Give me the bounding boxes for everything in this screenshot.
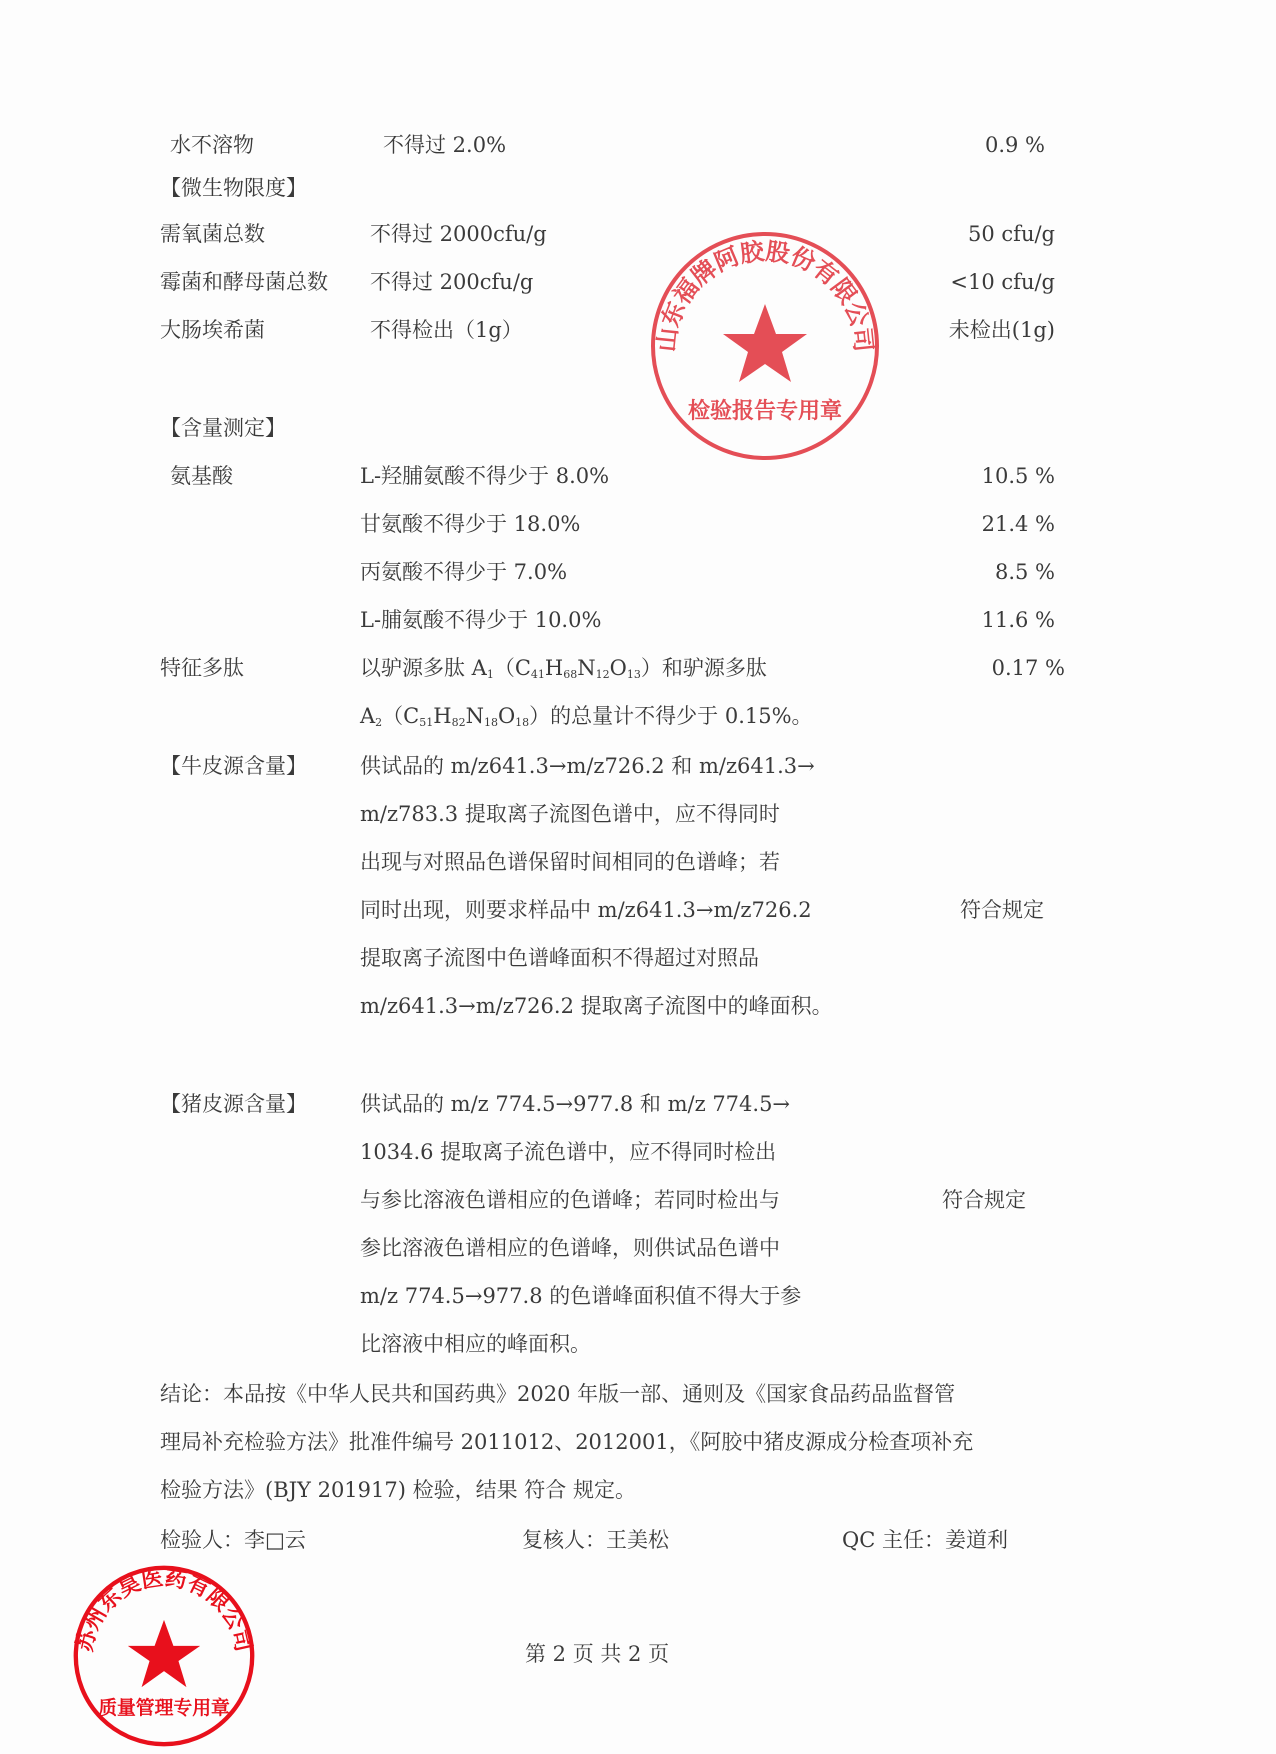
item-result: 50 cfu/g — [968, 222, 1055, 246]
item-label: 需氧菌总数 — [160, 222, 265, 246]
spec-line: 提取离子流图中色谱峰面积不得超过对照品 — [360, 946, 759, 970]
spec-line: 供试品的 m/z641.3→m/z726.2 和 m/z641.3→ — [360, 754, 815, 778]
item-label: 大肠埃希菌 — [160, 318, 265, 342]
spec-line: 参比溶液色谱相应的色谱峰，则供试品色谱中 — [360, 1236, 780, 1260]
item-spec: 不得过 2.0% — [383, 133, 507, 157]
item-result: 10.5 % — [981, 464, 1055, 488]
item-label: 氨基酸 — [170, 464, 233, 488]
conclusion-line: 检验方法》(BJY 201917) 检验，结果 符合 规定。 — [160, 1478, 636, 1502]
svg-text:检验报告专用章: 检验报告专用章 — [687, 399, 843, 424]
item-result: 0.9 % — [984, 133, 1045, 157]
section-header: 【猪皮源含量】 — [160, 1092, 307, 1116]
item-spec: 不得过 2000cfu/g — [370, 222, 547, 246]
item-label: 水不溶物 — [170, 133, 254, 157]
item-result: 符合规定 — [942, 1188, 1026, 1212]
spec-line: 1034.6 提取离子流色谱中，应不得同时检出 — [360, 1140, 777, 1164]
spec-line: 比溶液中相应的峰面积。 — [360, 1332, 591, 1356]
qc-signature: QC 主任：姜道利 — [842, 1528, 1008, 1552]
item-result: 21.4 % — [981, 512, 1055, 536]
spec-line: 与参比溶液色谱相应的色谱峰；若同时检出与 — [360, 1188, 780, 1212]
spec-line: 出现与对照品色谱保留时间相同的色谱峰；若 — [360, 850, 780, 874]
item-result: 11.6 % — [981, 608, 1055, 632]
reviewer-signature: 复核人：王美松 — [522, 1528, 669, 1552]
item-spec: L-脯氨酸不得少于 10.0% — [360, 608, 602, 632]
section-header: 【微生物限度】 — [160, 176, 307, 200]
item-result: 0.17 % — [991, 656, 1065, 680]
svg-text:苏州东昊医药有限公司: 苏州东昊医药有限公司 — [72, 1565, 256, 1655]
inspector-signature: 检验人：李□云 — [160, 1528, 306, 1552]
item-label: 特征多肽 — [160, 656, 244, 680]
peptide-spec-line2: $A_2(C_{51}H_{82}N_{18}O_{18})$的总量计不得少于 0.15%。 — [360, 704, 813, 729]
item-result: 8.5 % — [994, 560, 1055, 584]
item-result: <10 cfu/g — [950, 270, 1055, 294]
company-seal-quality — [70, 1562, 258, 1750]
spec-line: m/z 774.5→977.8 的色谱峰面积值不得大于参 — [360, 1284, 802, 1308]
item-spec: 丙氨酸不得少于 7.0% — [360, 560, 568, 584]
spec-line: 供试品的 m/z 774.5→977.8 和 m/z 774.5→ — [360, 1092, 791, 1116]
conclusion-line: 理局补充检验方法》批准件编号 2011012、2012001，《阿胶中猪皮源成分检查项补充 — [160, 1430, 974, 1454]
spec-line: m/z641.3→m/z726.2 提取离子流图中的峰面积。 — [360, 994, 833, 1018]
section-header: 【含量测定】 — [160, 416, 286, 440]
spec-line: 同时出现，则要求样品中 m/z641.3→m/z726.2 — [360, 898, 812, 922]
item-spec: 不得过 200cfu/g — [370, 270, 534, 294]
item-spec: 甘氨酸不得少于 18.0% — [360, 512, 581, 536]
item-spec: L-羟脯氨酸不得少于 8.0% — [360, 464, 610, 488]
spec-line: m/z783.3 提取离子流图色谱中，应不得同时 — [360, 802, 780, 826]
svg-text:质量管理专用章: 质量管理专用章 — [98, 1697, 230, 1719]
item-result: 符合规定 — [960, 898, 1044, 922]
peptide-spec-line1: 以驴源多肽 $A_1(C_{41}H_{68}N_{12}O_{13})$和驴源多肽 — [360, 656, 767, 681]
item-spec: 不得检出（1g） — [370, 318, 523, 342]
page-number: 第 2 页 共 2 页 — [525, 1642, 670, 1666]
svg-text:山东福牌阿胶股份有限公司: 山东福牌阿胶股份有限公司 — [652, 237, 878, 354]
company-seal-inspection — [645, 226, 885, 466]
item-result: 未检出(1g) — [948, 318, 1055, 342]
conclusion-line: 结论：本品按《中华人民共和国药典》2020 年版一部、通则及《国家食品药品监督管 — [160, 1382, 956, 1406]
item-label: 霉菌和酵母菌总数 — [160, 270, 328, 294]
section-header: 【牛皮源含量】 — [160, 754, 307, 778]
